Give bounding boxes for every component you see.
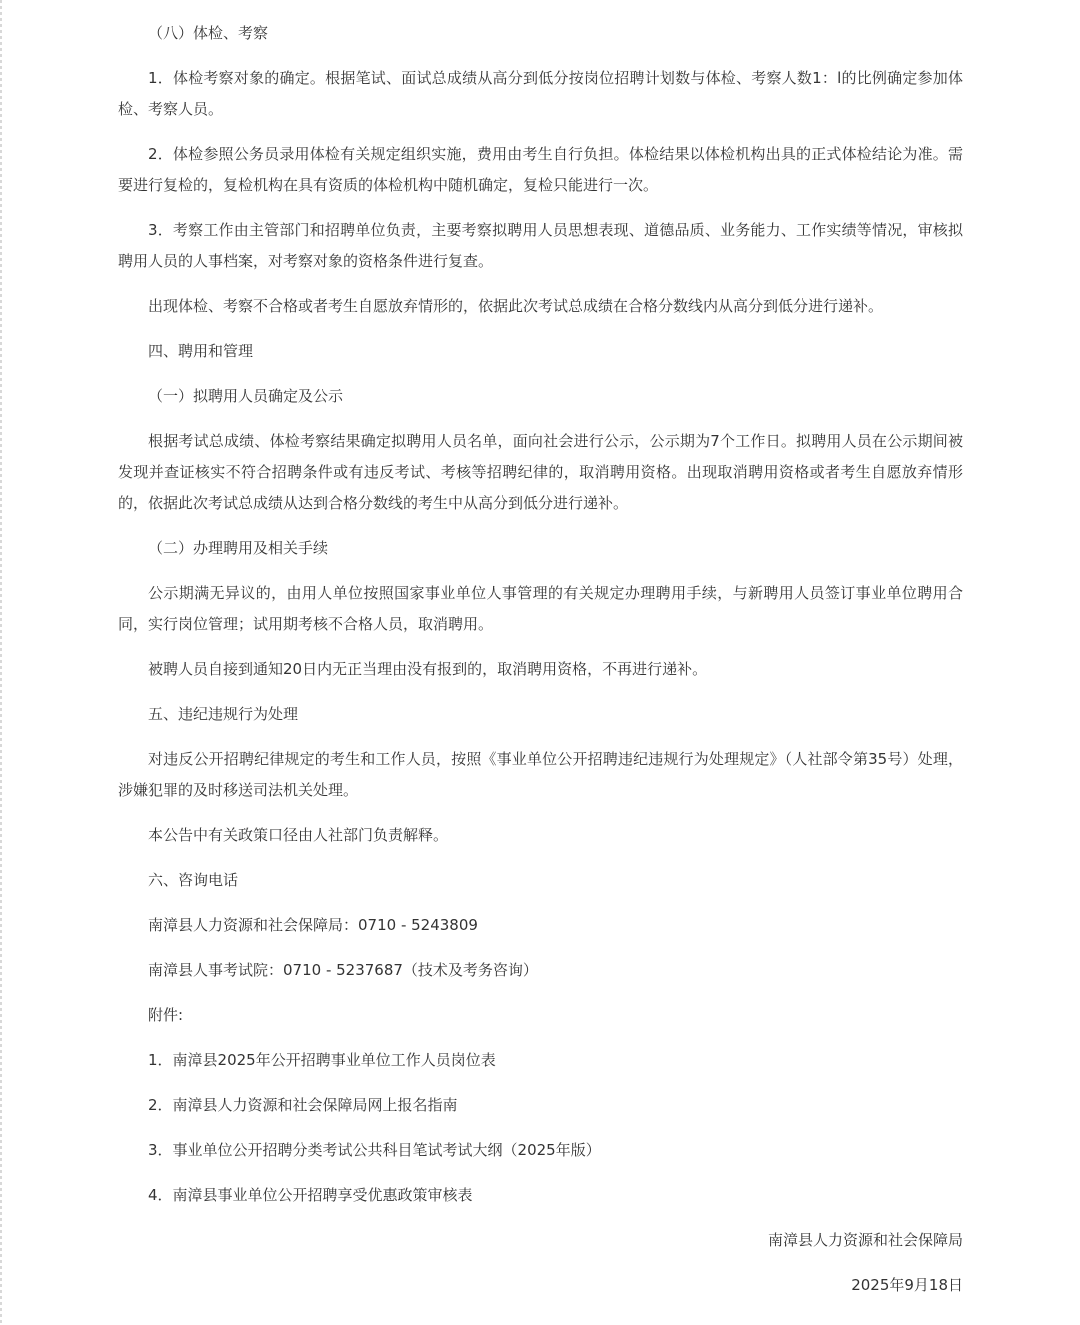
announcement-body: [118, 18, 963, 1315]
subsection-heading-procedures: （二）办理聘用及相关手续: [148, 539, 329, 557]
contact-exam-institute: 南漳县人事考试院：0710 - 5237687（技术及考务咨询）: [148, 961, 538, 979]
contact-hr-bureau: 南漳县人力资源和社会保障局：0710 - 5243809: [148, 916, 478, 934]
attachments-heading: 附件:: [148, 1006, 184, 1024]
section-heading-violations: 五、违纪违规行为处理: [148, 705, 299, 723]
page-left-border: [0, 0, 2, 1325]
attachment-item-1[interactable]: 1．南漳县2025年公开招聘事业单位工作人员岗位表: [148, 1051, 496, 1069]
paragraph-violations: 对违反公开招聘纪律规定的考生和工作人员，按照《事业单位公开招聘违纪违规行为处理规定》（人社部令第35号）处理，涉嫌犯罪的及时移送司法机关处理。: [118, 750, 963, 799]
section-heading-physical-exam: （八）体检、考察: [148, 24, 269, 42]
section-heading-employment: 四、聘用和管理: [148, 342, 254, 360]
paragraph-procedures: 公示期满无异议的，由用人单位按照国家事业单位人事管理的有关规定办理聘用手续，与新聘用人员签订事业单位聘用合同，实行岗位管理；试用期考核不合格人员，取消聘用。: [118, 584, 963, 633]
paragraph-physical-exam: 2．体检参照公务员录用体检有关规定组织实施，费用由考生自行负担。体检结果以体检机构出具的正式体检结论为准。需要进行复检的，复检机构在具有资质的体检机构中随机确定，复检只能进行一次。: [118, 145, 963, 194]
attachment-item-4[interactable]: 4．南漳县事业单位公开招聘享受优惠政策审核表: [148, 1186, 473, 1204]
signature-org: 南漳县人力资源和社会保障局: [767, 1231, 963, 1249]
section-heading-contact: 六、咨询电话: [148, 871, 239, 889]
paragraph-interpretation: 本公告中有关政策口径由人社部门负责解释。: [148, 826, 449, 844]
subsection-heading-publicity: （一）拟聘用人员确定及公示: [148, 387, 344, 405]
paragraph-replacement: 出现体检、考察不合格或者考生自愿放弃情形的，依据此次考试总成绩在合格分数线内从高分到低分进行递补。: [148, 297, 884, 315]
signature-date: 2025年9月18日: [851, 1276, 963, 1294]
paragraph-exam-candidates: 1．体检考察对象的确定。根据笔试、面试总成绩从高分到低分按岗位招聘计划数与体检、考察人数1：l的比例确定参加体检、考察人员。: [118, 69, 963, 118]
attachment-item-2[interactable]: 2．南漳县人力资源和社会保障局网上报名指南: [148, 1096, 458, 1114]
paragraph-publicity: 根据考试总成绩、体检考察结果确定拟聘用人员名单，面向社会进行公示，公示期为7个工作日。拟聘用人员在公示期间被发现并查证核实不符合招聘条件或有违反考试、考核等招聘纪律的，取消聘用资格。出现取消聘用资格或者考生自愿放弃情形的，依据此次考试总成绩从达到合格分数线的考生中从高分到低分进行递补。: [118, 432, 963, 512]
attachment-item-3[interactable]: 3．事业单位公开招聘分类考试公共科目笔试考试大纲（2025年版）: [148, 1141, 601, 1159]
paragraph-inspection: 3．考察工作由主管部门和招聘单位负责，主要考察拟聘用人员思想表现、道德品质、业务能力、工作实绩等情况，审核拟聘用人员的人事档案，对考察对象的资格条件进行复查。: [118, 221, 963, 270]
paragraph-report-deadline: 被聘人员自接到通知20日内无正当理由没有报到的，取消聘用资格，不再进行递补。: [148, 660, 708, 678]
